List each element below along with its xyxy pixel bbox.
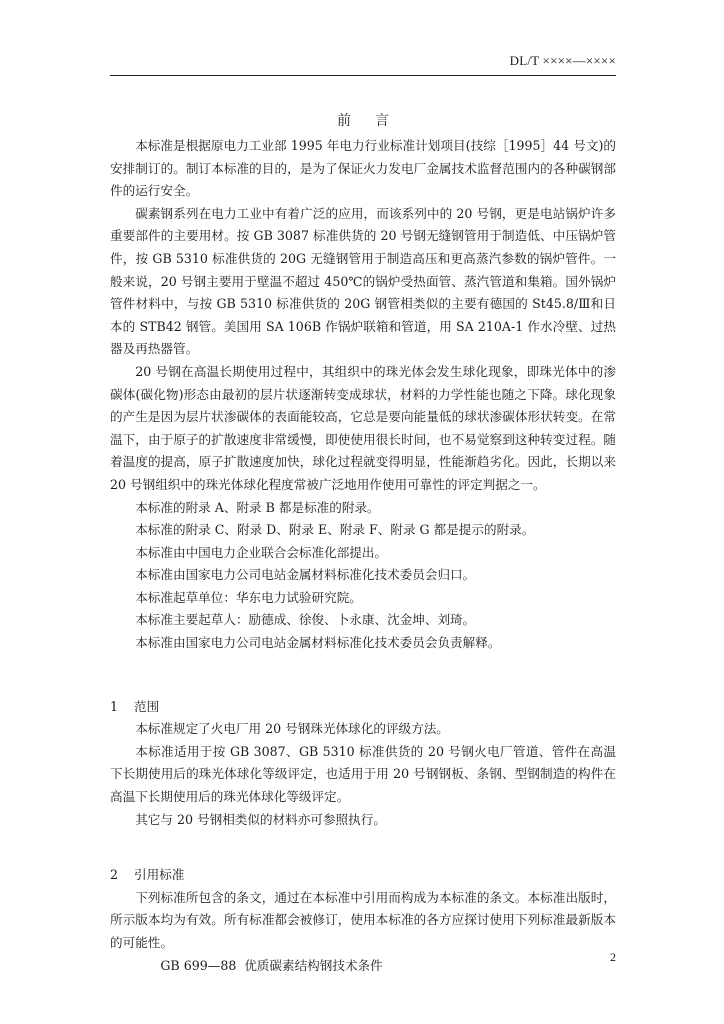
foreword-paragraph: 20 号钢在高温长期使用过程中，其组织中的珠光体会发生球化现象，即珠光体中的渗碳体(碳化物)形态由最初的层片状逐渐转变成球状，材料的力学性能也随之下降。球化现象的产生是因为层片状渗碳体的表面能较高，它总是要向能量低的球状渗碳体形状转变。在常温下，由于原子的扩散速度非常缓慢，即使使用很长时间，也不易觉察到这种转变过程。随着温度的提高，原子扩散速度加快，球化过程就变得明显，性能渐趋劣化。因此，长期以来 20 号钢组织中的珠光体球化程度常被广泛地用作使用可靠性的评定判据之一。 xyxy=(110,363,616,492)
section-title: 范围 xyxy=(134,698,160,714)
foreword-paragraph: 本标准是根据原电力工业部 1995 年电力行业标准计划项目(技综［1995］44 号文)的安排制订的。制订本标准的目的，是为了保证火力发电厂金属技术监督范围内的各种碳钢部件的运行安全。 xyxy=(110,138,616,199)
reference-code: GB 699—88 xyxy=(160,957,237,973)
foreword-paragraph: 本标准由国家电力公司电站金属材料标准化技术委员会负责解释。 xyxy=(135,635,501,651)
page-body xyxy=(110,110,616,977)
section-title: 引用标准 xyxy=(134,867,185,883)
foreword-paragraph: 本标准由中国电力企业联合会标准化部提出。 xyxy=(135,544,388,560)
foreword-paragraph: 本标准主要起草人：励德成、徐俊、卜永康、沈金坤、刘琦。 xyxy=(135,612,476,628)
reference-entry xyxy=(110,955,616,978)
foreword-paragraph: 本标准起草单位：华东电力试验研究院。 xyxy=(135,589,362,605)
page-number: 2 xyxy=(610,950,616,964)
section-paragraph: 下列标准所包含的条文，通过在本标准中引用而构成为本标准的条文。本标准出版时，所示版本均为有效。所有标准都会被修订，使用本标准的各方应探讨使用下列标准最新版本的可能性。 xyxy=(110,889,616,950)
foreword-paragraph: 碳素钢系列在电力工业中有着广泛的应用，而该系列中的 20 号钢，更是电站锅炉许多重要部件的主要用材。按 GB 3087 标准供货的 20 号钢无缝钢管用于制造低、中压锅炉管件，按 GB 5310 标准供货的 20G 无缝钢管用于制造高压和更高蒸汽参数的锅炉管件。一般来说，20 号钢主要用于壁温不超过 450℃的锅炉受热面管、蒸汽管道和集箱。国外锅炉管件材料中，与按 GB 5310 标准供货的 20G 钢管相类似的主要有德国的 St45.8/Ⅲ和日本的 STB42 钢管。美国用 SA 106B 作锅炉联箱和管道，用 SA 210A-1 作水冷壁、过热器及再热器管。 xyxy=(110,205,616,357)
section-number: 1 xyxy=(110,698,119,714)
header-rule xyxy=(110,75,616,76)
foreword-title: 前言 xyxy=(337,113,413,129)
section-number: 2 xyxy=(110,867,119,883)
foreword-paragraph: 本标准的附录 C、附录 D、附录 E、附录 F、附录 G 都是提示的附录。 xyxy=(135,522,535,538)
section-paragraph: 本标准规定了火电厂用 20 号钢珠光体球化的评级方法。 xyxy=(135,721,449,737)
section-heading-normative-references xyxy=(110,864,616,887)
document-code-header: DL/T ××××—×××× xyxy=(509,53,616,68)
section-paragraph: 其它与 20 号钢相类似的材料亦可参照执行。 xyxy=(135,811,386,827)
reference-name: 优质碳素结构钢技术条件 xyxy=(244,957,383,973)
foreword-paragraph: 本标准的附录 A、附录 B 都是标准的附录。 xyxy=(135,499,380,515)
section-heading-scope xyxy=(110,696,616,719)
foreword-paragraph: 本标准由国家电力公司电站金属材料标准化技术委员会归口。 xyxy=(135,567,476,583)
section-paragraph: 本标准适用于按 GB 3087、GB 5310 标准供货的 20 号钢火电厂管道、管件在高温下长期使用后的珠光体球化等级评定，也适用于用 20 号钢钢板、条钢、型钢制造的构件在高温下长期使用后的珠光体球化等级评定。 xyxy=(110,743,616,805)
